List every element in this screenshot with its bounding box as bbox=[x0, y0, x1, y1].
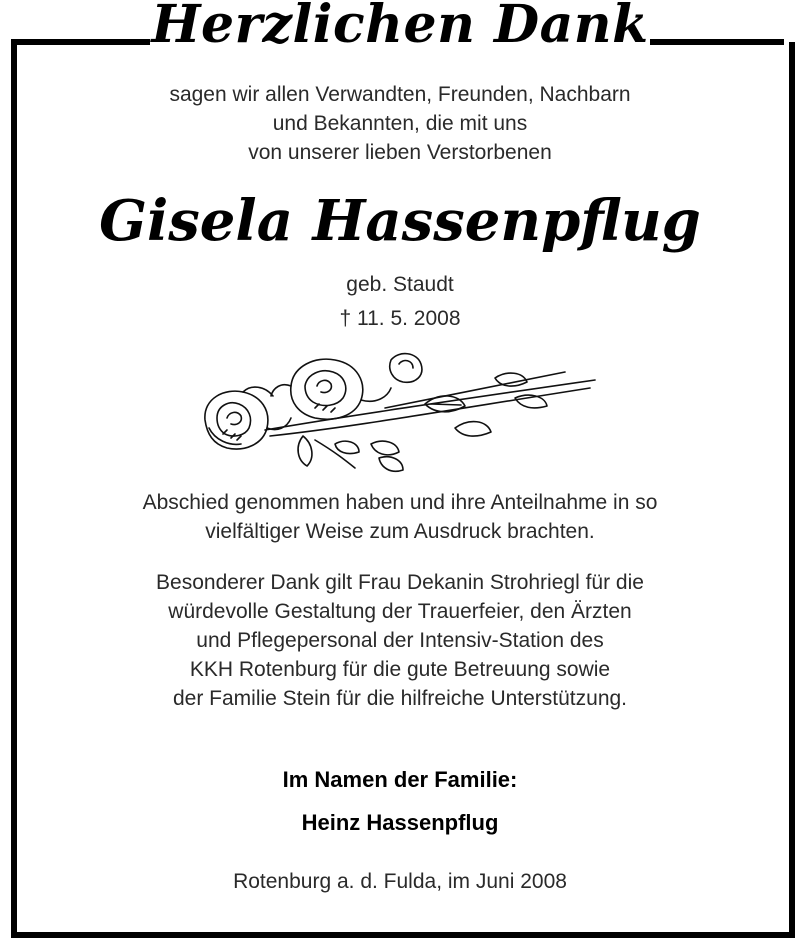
intro-line: sagen wir allen Verwandten, Freunden, Nachbarn bbox=[169, 83, 631, 106]
paragraph-line: vielfältiger Weise zum Ausdruck brachten. bbox=[205, 520, 595, 543]
paragraph-line: Abschied genommen haben und ihre Anteilnahme in so bbox=[142, 491, 658, 514]
paragraph-line: würdevolle Gestaltung der Trauerfeier, den Ärzten bbox=[168, 600, 632, 623]
intro-line: und Bekannten, die mit uns bbox=[272, 112, 528, 135]
signature-block bbox=[0, 758, 800, 844]
signature-name: Heinz Hassenpflug bbox=[301, 810, 499, 835]
intro-line: von unserer lieben Verstorbenen bbox=[248, 141, 552, 164]
deceased-name: Gisela Hassenpflug bbox=[99, 188, 701, 254]
signature-line-1: Im Namen der Familie: bbox=[282, 767, 518, 792]
deceased-details bbox=[0, 268, 800, 336]
death-date: † 11. 5. 2008 bbox=[339, 307, 461, 330]
paragraph-line: KKH Rotenburg für die gute Betreuung sowie bbox=[189, 658, 611, 681]
roses-icon bbox=[195, 348, 605, 483]
paragraph-line: Besonderer Dank gilt Frau Dekanin Strohriegl für die bbox=[156, 571, 644, 594]
place-date: Rotenburg a. d. Fulda, im Juni 2008 bbox=[233, 870, 567, 893]
paragraph-line: der Familie Stein für die hilfreiche Unterstützung. bbox=[172, 687, 628, 710]
notice-heading: Herzlichen Dank bbox=[151, 0, 649, 55]
thanks-paragraph bbox=[0, 568, 800, 713]
birth-name: geb. Staudt bbox=[346, 273, 454, 296]
intro-text bbox=[0, 80, 800, 167]
paragraph-line: und Pflegepersonal der Intensiv-Station des bbox=[196, 629, 604, 652]
farewell-paragraph bbox=[0, 488, 800, 546]
